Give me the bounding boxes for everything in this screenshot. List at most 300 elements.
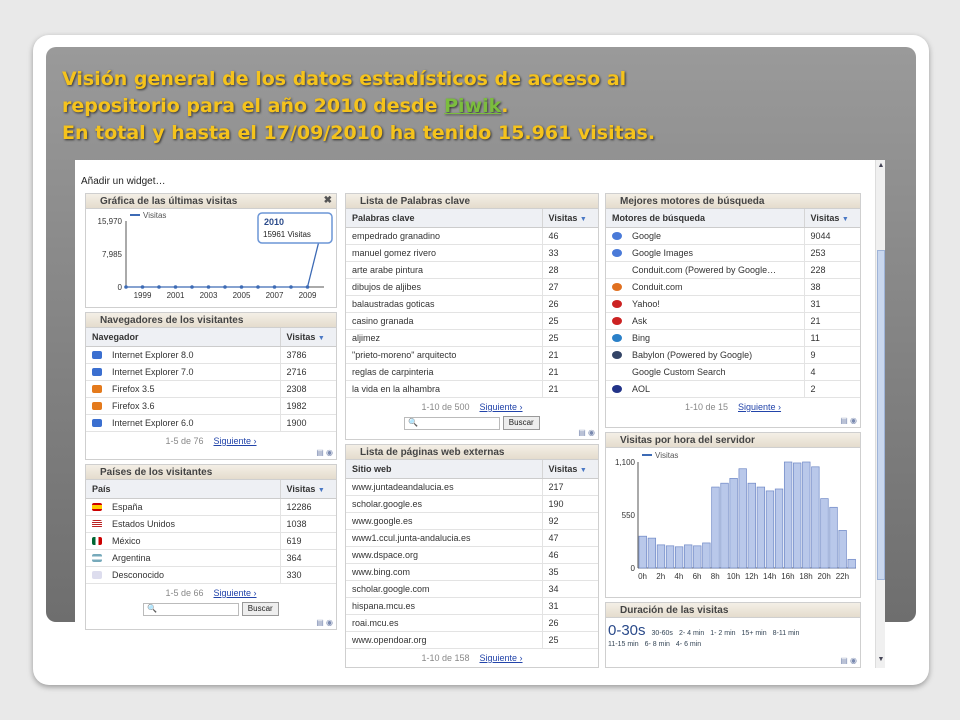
bar	[739, 469, 747, 568]
flag-us-icon	[92, 520, 102, 528]
bar	[748, 483, 756, 568]
row-label-cell	[86, 415, 280, 432]
widget-browsers	[85, 312, 337, 460]
row-label: Ask	[632, 316, 648, 326]
widget-search-engines	[605, 193, 861, 428]
row-value: 21	[542, 347, 598, 364]
col-header-visits[interactable]	[804, 209, 860, 228]
row-label: aljimez	[352, 333, 381, 343]
col-header-label: Visitas	[548, 464, 578, 474]
table-row[interactable]	[606, 330, 860, 347]
scroll-down-icon[interactable]: ▼	[877, 656, 885, 663]
table-row[interactable]	[606, 364, 860, 381]
row-value: 25	[542, 330, 598, 347]
table-row[interactable]	[346, 547, 598, 564]
row-label: balaustradas goticas	[352, 299, 435, 309]
data-point	[256, 285, 260, 289]
row-label-cell	[346, 228, 542, 245]
table-row[interactable]	[606, 347, 860, 364]
table-row[interactable]	[86, 499, 336, 516]
blank-icon	[612, 266, 622, 274]
y-tick-label: 15,970	[97, 217, 122, 226]
row-value: 3786	[280, 347, 336, 364]
bar	[766, 491, 774, 568]
table-row[interactable]	[346, 296, 598, 313]
bar	[694, 546, 702, 568]
bar	[721, 483, 729, 568]
table-row[interactable]	[86, 347, 336, 364]
search-icon: 🔍	[147, 603, 158, 613]
widget-footer-icons[interactable]: ▤ ◉	[840, 416, 857, 425]
row-label: Conduit.com	[632, 282, 683, 292]
row-label-cell	[606, 313, 804, 330]
pager	[86, 432, 336, 446]
row-label: Babylon (Powered by Google)	[632, 350, 753, 360]
row-label-cell	[346, 564, 542, 581]
x-tick-label: 18h	[799, 572, 813, 581]
widget-header	[86, 194, 336, 209]
row-value: 12286	[280, 499, 336, 516]
search-button[interactable]: Buscar	[242, 602, 279, 616]
row-value: 1982	[280, 398, 336, 415]
row-value: 9	[804, 347, 860, 364]
search-input[interactable]	[143, 603, 239, 616]
x-tick-label: 10h	[726, 572, 741, 581]
row-value: 4	[804, 364, 860, 381]
next-page-link[interactable]: Siguiente ›	[213, 588, 257, 598]
row-value: 228	[804, 262, 860, 279]
scrollbar-thumb[interactable]	[877, 250, 885, 580]
title-line-2	[62, 93, 902, 120]
ie-icon	[92, 368, 102, 376]
legend-label: Visitas	[143, 211, 167, 220]
table-row[interactable]	[346, 564, 598, 581]
search-input[interactable]	[404, 417, 500, 430]
scroll-up-icon[interactable]: ▲	[877, 162, 885, 169]
row-label: Internet Explorer 8.0	[112, 350, 194, 360]
row-value: 1038	[280, 516, 336, 533]
sort-arrow-icon: ▼	[317, 335, 325, 342]
x-tick-label: 1999	[133, 291, 152, 300]
table-row[interactable]	[346, 279, 598, 296]
widget-footer-icons[interactable]: ▤ ◉	[578, 428, 595, 437]
table-row[interactable]	[346, 615, 598, 632]
table-row[interactable]	[86, 381, 336, 398]
flag-es-icon	[92, 503, 102, 511]
search-row	[86, 602, 336, 616]
row-value: 21	[542, 381, 598, 398]
title-line-1: Visión general de los datos estadísticos de acceso al	[62, 68, 627, 90]
row-label: reglas de carpinteria	[352, 367, 434, 377]
firefox-icon	[92, 385, 102, 393]
row-label: Conduit.com (Powered by Google…	[632, 265, 777, 275]
google-icon	[612, 232, 622, 240]
y-tick-label: 1,100	[614, 458, 635, 467]
row-label-cell	[346, 313, 542, 330]
next-page-link[interactable]: Siguiente ›	[213, 436, 257, 446]
table-row[interactable]	[346, 632, 598, 649]
col-header[interactable]: País	[86, 480, 280, 499]
yahoo-icon	[612, 300, 622, 308]
col-header-label: Visitas	[286, 332, 316, 342]
table-row[interactable]	[346, 347, 598, 364]
row-value: 217	[542, 479, 598, 496]
table-row[interactable]	[346, 479, 598, 496]
y-tick-label: 0	[117, 283, 122, 292]
row-label-cell	[86, 364, 280, 381]
x-tick-label: 2005	[232, 291, 251, 300]
data-point	[124, 285, 128, 289]
row-label: Firefox 3.5	[112, 384, 155, 394]
bar	[666, 546, 674, 568]
widget-title: Visitas por hora del servidor	[620, 435, 755, 446]
row-label: www.juntadeandalucia.es	[352, 482, 454, 492]
row-label: Google Custom Search	[632, 367, 726, 377]
duration-tag: 2- 4 min	[678, 630, 705, 637]
row-value: 364	[280, 550, 336, 567]
widget-header	[346, 445, 598, 460]
row-value: 33	[542, 245, 598, 262]
pager	[86, 584, 336, 598]
widget-header	[606, 194, 860, 209]
websites-table	[346, 460, 598, 649]
row-value: 619	[280, 533, 336, 550]
row-label-cell	[346, 381, 542, 398]
sort-arrow-icon: ▼	[579, 467, 587, 474]
data-point	[157, 285, 161, 289]
row-value: 11	[804, 330, 860, 347]
row-label-cell	[86, 550, 280, 567]
data-point	[306, 285, 310, 289]
table-row[interactable]	[346, 228, 598, 245]
add-widget-menu[interactable]: Añadir un widget…	[81, 176, 166, 187]
widget-footer-icons[interactable]: ▤ ◉	[840, 656, 857, 665]
bar	[684, 545, 692, 568]
bar	[793, 463, 801, 568]
next-page-link[interactable]: Siguiente ›	[479, 402, 523, 412]
widget-keywords	[345, 193, 599, 440]
pager-text: 1-10 de 500	[421, 402, 470, 412]
widget-header	[86, 313, 336, 328]
table-row[interactable]	[346, 513, 598, 530]
widget-hourly-visits	[605, 432, 861, 598]
row-label: Yahoo!	[632, 299, 660, 309]
babylon-icon	[612, 351, 622, 359]
row-label-cell	[86, 398, 280, 415]
browsers-table	[86, 328, 336, 432]
col-header-visits[interactable]	[542, 209, 598, 228]
row-label-cell	[346, 245, 542, 262]
row-label: www.google.es	[352, 516, 413, 526]
table-row[interactable]	[346, 496, 598, 513]
col-header[interactable]: Sitio web	[346, 460, 542, 479]
widget-header	[606, 603, 860, 618]
col-header-label: Visitas	[548, 213, 578, 223]
row-label: Internet Explorer 6.0	[112, 418, 194, 428]
ask-icon	[612, 317, 622, 325]
y-tick-label: 0	[630, 564, 635, 573]
bar	[757, 487, 765, 568]
row-value: 2308	[280, 381, 336, 398]
row-label: Desconocido	[112, 570, 165, 580]
table-row[interactable]	[86, 398, 336, 415]
row-value: 34	[542, 581, 598, 598]
widget-header	[346, 194, 598, 209]
countries-table	[86, 480, 336, 584]
duration-tag-cloud	[606, 618, 860, 652]
widget-title: Mejores motores de búsqueda	[620, 196, 765, 207]
widget-title: Duración de las visitas	[620, 605, 729, 616]
row-label: Google Images	[632, 248, 694, 258]
duration-tag: 4- 6 min	[675, 641, 702, 648]
col-header[interactable]: Motores de búsqueda	[606, 209, 804, 228]
row-label: roai.mcu.es	[352, 618, 399, 628]
search-row	[346, 416, 598, 430]
row-label: "prieto-moreno" arquitecto	[352, 350, 457, 360]
row-label: Internet Explorer 7.0	[112, 367, 194, 377]
row-label-cell	[346, 347, 542, 364]
title-line-2-end: .	[501, 95, 509, 117]
y-tick-label: 7,985	[101, 250, 122, 259]
data-point	[223, 285, 227, 289]
pager-text: 1-5 de 76	[165, 436, 204, 446]
table-row[interactable]	[346, 381, 598, 398]
y-tick-label: 550	[621, 511, 635, 520]
row-value: 25	[542, 632, 598, 649]
row-value: 31	[542, 598, 598, 615]
widget-countries	[85, 464, 337, 630]
widget-header	[86, 465, 336, 480]
next-page-link[interactable]: Siguiente ›	[738, 402, 782, 412]
row-label: www.opendoar.org	[352, 635, 427, 645]
row-label-cell	[86, 347, 280, 364]
table-row[interactable]	[606, 262, 860, 279]
table-row[interactable]	[606, 245, 860, 262]
table-row[interactable]	[346, 364, 598, 381]
row-label-cell	[606, 330, 804, 347]
widget-title: Lista de páginas web externas	[360, 447, 505, 458]
legend-label: Visitas	[655, 451, 679, 460]
search-button[interactable]: Buscar	[503, 416, 540, 430]
row-label-cell	[606, 262, 804, 279]
title-line-3: En total y hasta el 17/09/2010 ha tenido 15.961 visitas.	[62, 122, 656, 144]
row-label: scholar.google.com	[352, 584, 430, 594]
bar	[821, 499, 829, 568]
table-row[interactable]	[346, 330, 598, 347]
x-tick-label: 12h	[744, 572, 759, 581]
row-value: 92	[542, 513, 598, 530]
close-icon[interactable]: ✖	[323, 195, 332, 206]
row-label: Argentina	[112, 553, 151, 563]
flag-unknown-icon	[92, 571, 102, 579]
tooltip-year: 2010	[264, 217, 285, 227]
sort-arrow-icon: ▼	[579, 216, 587, 223]
bar	[839, 530, 847, 568]
bar	[657, 545, 665, 568]
col-header[interactable]: Palabras clave	[346, 209, 542, 228]
firefox-icon	[92, 402, 102, 410]
row-label: Firefox 3.6	[112, 401, 155, 411]
row-label-cell	[606, 296, 804, 313]
col-header[interactable]: Navegador	[86, 328, 280, 347]
duration-tag: 6- 8 min	[644, 641, 670, 648]
widget-title: Gráfica de las últimas visitas	[100, 196, 238, 207]
row-value: 2	[804, 381, 860, 398]
x-tick-label: 2h	[656, 572, 666, 581]
table-row[interactable]	[346, 313, 598, 330]
row-label-cell	[346, 496, 542, 513]
bing-icon	[612, 334, 622, 342]
row-label: México	[112, 536, 141, 546]
row-label: casino granada	[352, 316, 414, 326]
data-point	[190, 285, 194, 289]
widget-title: Navegadores de los visitantes	[100, 315, 244, 326]
pager-text: 1-10 de 15	[684, 402, 728, 412]
row-label: hispana.mcu.es	[352, 601, 416, 611]
visits-line-chart	[86, 209, 336, 307]
x-tick-label: 4h	[674, 572, 684, 581]
widget-websites	[345, 444, 599, 668]
next-page-link[interactable]: Siguiente ›	[479, 653, 523, 663]
table-row[interactable]	[346, 262, 598, 279]
slide-title	[62, 66, 902, 147]
bar	[830, 507, 838, 568]
data-point	[207, 285, 211, 289]
row-label-cell	[606, 347, 804, 364]
widget-visits-graph	[85, 193, 337, 308]
row-value: 31	[804, 296, 860, 313]
table-row[interactable]	[346, 530, 598, 547]
duration-tag-main: 0-30s	[608, 622, 646, 639]
row-label: dibujos de aljibes	[352, 282, 422, 292]
row-value: 27	[542, 279, 598, 296]
row-value: 1900	[280, 415, 336, 432]
row-label-cell	[606, 381, 804, 398]
row-value: 190	[542, 496, 598, 513]
table-row[interactable]	[86, 533, 336, 550]
table-row[interactable]	[606, 381, 860, 398]
col-header-visits[interactable]	[280, 480, 336, 499]
widget-header	[606, 433, 860, 448]
table-row[interactable]	[606, 279, 860, 296]
bar	[712, 487, 720, 568]
row-value: 21	[542, 364, 598, 381]
table-row[interactable]	[606, 313, 860, 330]
x-tick-label: 14h	[763, 572, 777, 581]
row-label-cell	[606, 364, 804, 381]
row-value: 47	[542, 530, 598, 547]
table-row[interactable]	[346, 598, 598, 615]
piwik-dashboard-screenshot	[75, 160, 885, 668]
col-header-visits[interactable]	[280, 328, 336, 347]
row-label-cell	[346, 632, 542, 649]
row-value: 2716	[280, 364, 336, 381]
row-value: 330	[280, 567, 336, 584]
widget-footer-icons[interactable]: ▤ ◉	[316, 448, 333, 457]
x-tick-label: 6h	[692, 572, 702, 581]
row-label-cell	[86, 381, 280, 398]
pager	[346, 398, 598, 412]
row-value: 26	[542, 296, 598, 313]
table-row[interactable]	[346, 245, 598, 262]
row-value: 35	[542, 564, 598, 581]
row-value: 253	[804, 245, 860, 262]
table-row[interactable]	[86, 364, 336, 381]
table-row[interactable]	[86, 516, 336, 533]
vertical-scrollbar[interactable]	[875, 160, 885, 668]
widget-title: Lista de Palabras clave	[360, 196, 471, 207]
table-row[interactable]	[86, 550, 336, 567]
x-tick-label: 2009	[298, 291, 317, 300]
ie-icon	[92, 419, 102, 427]
row-label-cell	[346, 479, 542, 496]
pager	[606, 398, 860, 412]
row-label-cell	[86, 499, 280, 516]
bar	[784, 462, 792, 568]
x-tick-label: 2007	[265, 291, 284, 300]
data-point	[141, 285, 145, 289]
duration-tag: 11-15 min	[608, 641, 639, 648]
row-label: arte arabe pintura	[352, 265, 424, 275]
pager-text: 1-5 de 66	[165, 588, 204, 598]
table-row[interactable]	[346, 581, 598, 598]
table-row[interactable]	[86, 415, 336, 432]
duration-tag: 30-60s	[651, 630, 673, 637]
duration-tag: 15+ min	[741, 630, 767, 637]
row-label-cell	[346, 364, 542, 381]
table-row[interactable]	[86, 567, 336, 584]
row-label-cell	[346, 547, 542, 564]
row-label-cell	[346, 615, 542, 632]
data-point	[174, 285, 178, 289]
bar	[812, 467, 820, 568]
row-label-cell	[346, 530, 542, 547]
row-label-cell	[346, 296, 542, 313]
table-row[interactable]	[606, 228, 860, 245]
row-label-cell	[606, 279, 804, 296]
table-row[interactable]	[606, 296, 860, 313]
data-point	[240, 285, 244, 289]
duration-tag: 8-11 min	[772, 630, 800, 637]
x-tick-label: 2001	[166, 291, 185, 300]
row-label-cell	[346, 330, 542, 347]
col-header-visits[interactable]	[542, 460, 598, 479]
data-point	[289, 285, 293, 289]
duration-tag: 1- 2 min	[710, 630, 736, 637]
bar	[730, 478, 738, 568]
bar	[703, 543, 711, 568]
title-line-2-text: repositorio para el año 2010 desde	[62, 95, 445, 117]
row-label-cell	[346, 262, 542, 279]
x-tick-label: 0h	[638, 572, 647, 581]
row-value: 9044	[804, 228, 860, 245]
hourly-bar-chart	[606, 448, 860, 597]
bar	[648, 538, 656, 568]
piwik-link[interactable]: Piwik	[444, 95, 502, 117]
row-label-cell	[606, 228, 804, 245]
col-header-label: Visitas	[286, 484, 316, 494]
row-label-cell	[346, 513, 542, 530]
x-tick-label: 8h	[710, 572, 720, 581]
aol-icon	[612, 385, 622, 393]
x-tick-label: 20h	[817, 572, 831, 581]
row-label-cell	[86, 533, 280, 550]
search-engines-table	[606, 209, 860, 398]
widget-footer-icons[interactable]: ▤ ◉	[316, 618, 333, 627]
pager-text: 1-10 de 158	[421, 653, 470, 663]
flag-ar-icon	[92, 554, 102, 562]
bar	[775, 489, 783, 568]
